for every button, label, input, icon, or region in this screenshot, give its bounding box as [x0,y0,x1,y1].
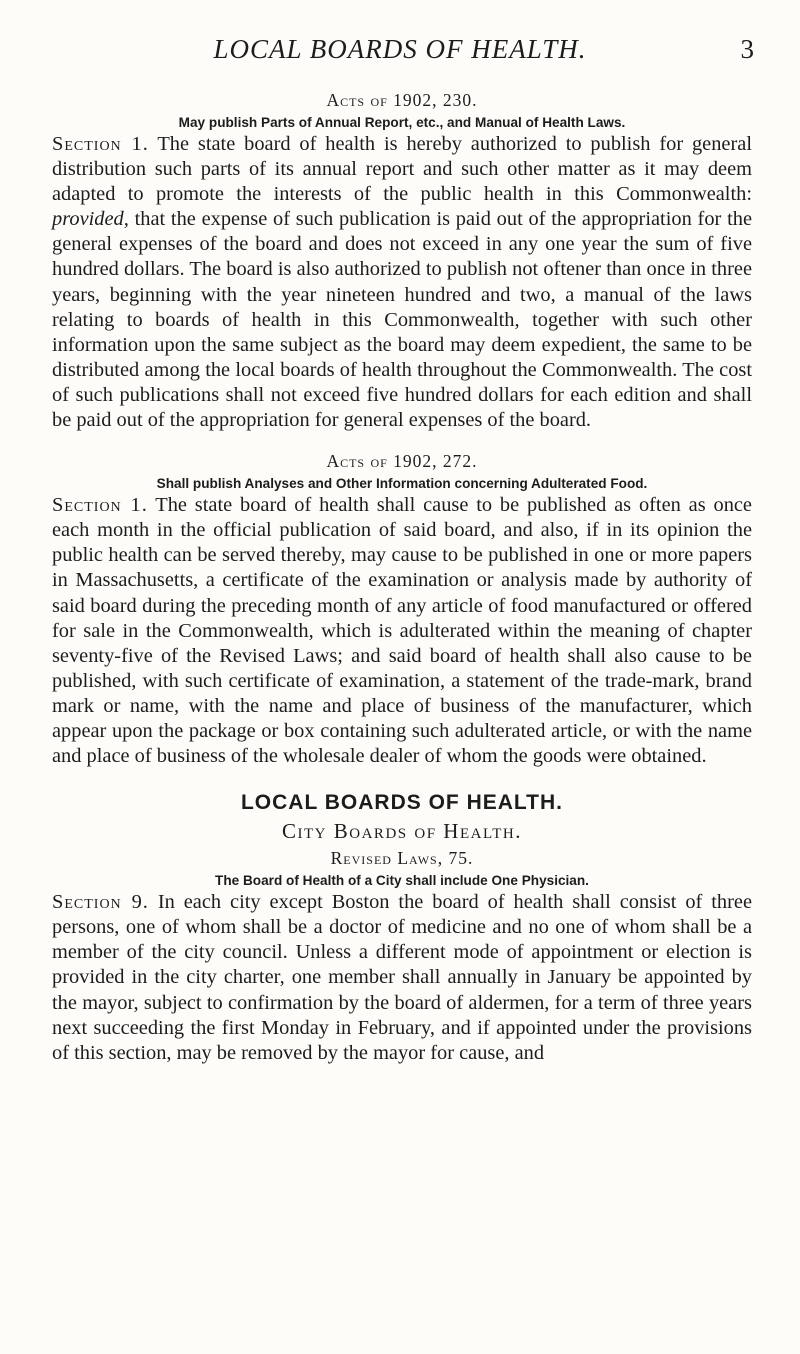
section-text: that the expense of such publication is paid out of the appropriation for the general expenses of the board and does not exceed in any one year the sum of five hundred dollars. The board is also authorized to publish not oftener than once in three years, beginning with the year nineteen hundred and two, a manual of the laws relating to boards of health in this Commonwealth, together with such other information upon the same subject as the board may deem expedient, the same to be distributed among the local boards of health throughout the Commonwealth. The cost of such publications shall not exceed five hundred dollars for each edition and shall be paid out of the appropriation for general expenses of the board. [52,208,752,432]
act-subtitle: The Board of Health of a City shall include One Physician. [215,873,589,889]
section-label: Section 1. [52,133,149,155]
act-1902-272 [52,451,752,769]
section-text: In each city except Boston the board of health shall consist of three persons, one of whom shall be a doctor of medicine and no one of whom shall be a member of the city council. Unless a different mode of appointment or election is provided in the city charter, one member shall annually in January be appointed by the mayor, subject to confirmation by the board of aldermen, for a term of three years next succeeding the first Monday in February, and if appointed under the provisions of this section, may be removed by the mayor for cause, and [52,891,752,1064]
section-label: Section 9. [52,891,149,914]
section-text: The state board of health shall cause to be published as often as once each month in the official publication of said board, and also, if in its opinion the public health can be served thereby, may cause to be published in one or more papers in Massachusetts, a certificate of the examination or analysis made by authority of said board during the preceding month of any article of food manufactured or offered for sale in the Commonwealth, which is adulterated within the meaning of chapter seventy-five of the Revised Laws; and said board of health shall also cause to be published, with such certificate of examination, a statement of the trade-mark, brand mark or name, with the name and place of business of the manufacturer, which appear upon the package or box containing such adulterated article, or with the name and place of business of the wholesale dealer of whom the goods were obtained. [52,494,752,768]
chapter-subheading: City Boards of Health. [282,819,522,844]
section-text: The state board of health is hereby authorized to publish for general distribution such parts of its annual report and such other matter as it may deem adapted to promote the interests of the public health in this Commonwealth: [52,133,752,206]
section-paragraph [52,132,752,433]
page-number: 3 [740,34,754,64]
running-title: LOCAL BOARDS OF HEALTH. [213,34,587,64]
section-paragraph [52,493,752,769]
act-title: Revised Laws, 75. [330,848,474,869]
section-text-italic: provided, [52,208,129,231]
act-subtitle: May publish Parts of Annual Report, etc., and Manual of Health Laws. [178,115,626,130]
section-paragraph [52,890,752,1066]
act-subtitle: Shall publish Analyses and Other Information concerning Adulterated Food. [156,476,648,492]
section-label: Section 1. [52,494,148,517]
running-head [0,34,800,74]
act-1902-230 [52,90,752,433]
chapter-heading: LOCAL BOARDS OF HEALTH. [240,791,564,815]
act-title: Acts of 1902, 272. [326,451,478,472]
body-text [52,90,752,1066]
act-title: Acts of 1902, 230. [326,90,478,110]
